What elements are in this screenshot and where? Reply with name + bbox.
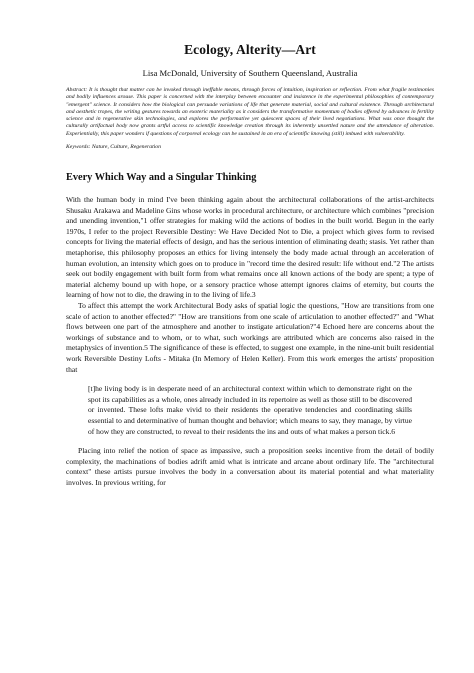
body-paragraph-1: With the human body in mind I've been thinking again about the architectural collaborations of the artist-architects Shusaku Arakawa and Madeline Gins whose works in procedural architecture, or architecture which combines "precision and unending invention,"1 offer strategies for making wild the actions of bodies in the built world. Begun in the early 1970s, I refer to the project Reversible Destiny: We Have Decided Not to Die, a project which gives form to revised concepts for living the material effects of design, and has the serious intention of eliminating death; stasis. Yet rather than metaphorise, this philosophy proposes an ethics for living intensely the body made actual through an acceleration of human evolution, an intensity which goes on to produce in "record time the desired result: life without end."2 The artists seek out bodily engagement with built form from what remains once all known actions of the body are spent; a type of material alchemy bound up with hope, or a sensory practice whose attempt ignores claims of eternity, but courts the learning of how not to die, the drawing in to the living of life.3 xyxy=(66,195,434,300)
abstract: Abstract: It is thought that matter can be invoked through ineffable means, through forces of intuition, inspiration or reflection. From what fragile testimonies and bodily influences arouse. This paper is concerned with the interplay between encounter and insistence in the experimental philosophies of contemporary "emergent" science. It considers how the biological can persuade variations of life that generate material, social and cultural existence. Through architectural and aesthetic tropes, the writing gestures towards an exoteric materiality as it considers the transformative momentum of bodies offered by advances in fertility science and in regenerative skin technologies, and explores the performative yet quiescent spaces of their lived negotiations. What was once thought the culturally artifactual body now grants artful access to scientific knowledge creation through its inherently unsettled nature and the attendance of alteration. Experientially, this paper wonders if questions of corporeal ecology can be sustained in an era of scientific knowing (still) imbued with vulnerability. xyxy=(66,87,434,137)
block-quote: [t]he living body is in desperate need of an architectural context within which to demonstrate right on the spot its capabilities as a whole, ones already included in its repertoire as well as those still to be discovered or invented. These lofts make vivid to their residents the operative tendencies and coordinating skills essential to and determinative of human thought and behavior; which means to say, they manage, by virtue of how they are constructed, to reveal to their residents the ins and outs of what makes a person tick.6 xyxy=(88,384,412,436)
body-paragraph-2: To affect this attempt the work Architectural Body asks of spatial logic the questions, "How are transitions from one scale of action to another effected?" "How are transitions from one scale of articulation to another effected?" and "What flows between one part of the atmosphere and another to instigate articulation?"4 Echoed here are concerns about the workings of substance and to whom, or to what, such workings are attributed which are concerns also raised in the metaphysics of invention.5 The significance of these is effected, to suggest one example, in the nine-unit built residential work Reversible Destiny Lofts - Mitaka (In Memory of Helen Keller). From this work emerges the artists' proposition that xyxy=(66,301,434,374)
keywords: Keywords: Nature, Culture, Regeneration xyxy=(66,144,161,151)
author-affiliation: Lisa McDonald, University of Southern Queensland, Australia xyxy=(142,68,358,78)
section-heading: Every Which Way and a Singular Thinking xyxy=(66,172,257,184)
paper-title: Ecology, Alterity—Art xyxy=(184,42,316,57)
body-paragraph-3: Placing into relief the notion of space as impassive, such a proposition seeks incentive from the detail of bodily complexity, the machinations of bodies adrift amid what is intricate and arcane about ordinary life. The "architectural context" these artists pursue involves the body in a conversation about its material potential and what materiality involves. In previous writing, for xyxy=(66,446,434,487)
